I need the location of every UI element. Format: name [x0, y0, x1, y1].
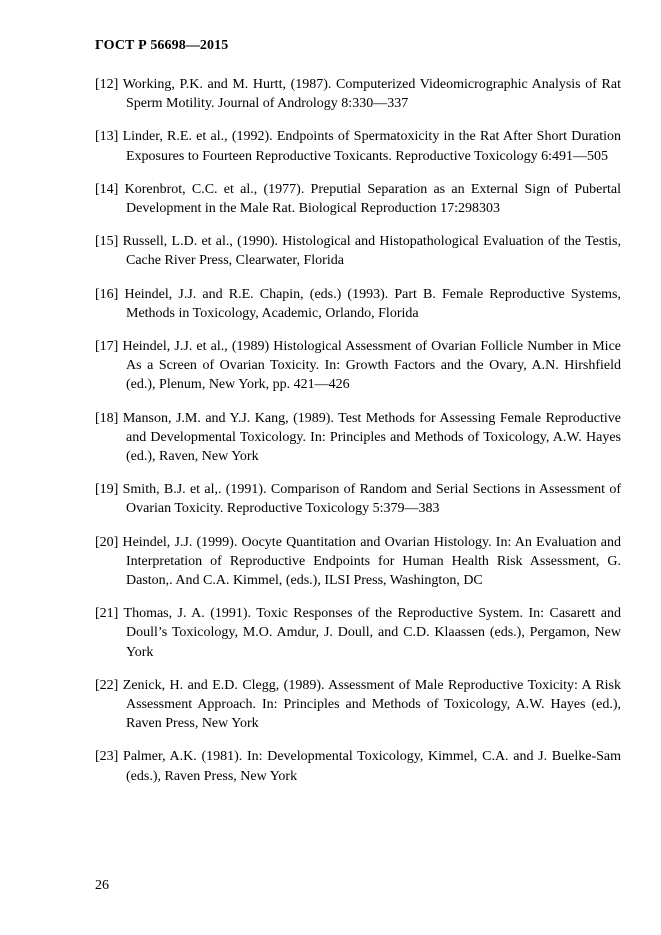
reference-number: [16] [95, 286, 119, 302]
reference-text: Thomas, J. A. (1991). Toxic Responses of the Reproductive System. In: Casarett and Doull’s Toxicology, M.O. Amdur, J. Doull, and C.D. Klaassen (eds.), Pergamon, New York [123, 606, 621, 660]
reference-item [95, 747, 621, 785]
reference-text: Working, P.K. and M. Hurtt, (1987). Computerized Videomicrographic Analysis of Rat Sperm Motility. Journal of Andrology 8:330—337 [122, 77, 621, 112]
reference-number: [21] [95, 606, 119, 622]
reference-list [95, 75, 621, 800]
reference-number: [19] [95, 482, 119, 498]
reference-text: Korenbrot, C.C. et al., (1977). Preputial Separation as an External Sign of Pubertal Development in the Male Rat. Biological Reproduction 17:298303 [124, 181, 621, 217]
reference-number: [13] [95, 129, 119, 145]
reference-text: Heindel, J.J. (1999). Oocyte Quantitation and Ovarian Histology. In: An Evaluation and Interpretation of Reproductive Endpoints for Human Health Risk Assessment, G. Daston,. And C.A. Kimmel, (eds.), ILSI Press, Washington, DC [122, 534, 622, 589]
reference-item [95, 127, 621, 165]
document-header: ГОСТ Р 56698—2015 [95, 38, 229, 53]
reference-item [95, 285, 621, 323]
reference-number: [20] [95, 534, 119, 550]
reference-number: [15] [95, 234, 119, 250]
reference-text: Russell, L.D. et al., (1990). Histological and Histopathological Evaluation of the Testis, Cache River Press, Clearwater, Florida [122, 234, 622, 269]
reference-item [95, 676, 621, 734]
reference-item [95, 337, 621, 395]
reference-text: Smith, B.J. et al,. (1991). Comparison of Random and Serial Sections in Assessment of Ovarian Toxicity. Reproductive Toxicology 5:379—383 [122, 482, 621, 517]
reference-item [95, 75, 621, 113]
reference-item [95, 180, 621, 218]
reference-item [95, 480, 621, 518]
reference-text: Manson, J.M. and Y.J. Kang, (1989). Test Methods for Assessing Female Reproductive and Developmental Toxicology. In: Principles and Methods of Toxicology, A.W. Hayes (ed.), Raven, New York [122, 410, 621, 465]
reference-item [95, 533, 621, 591]
reference-text: Palmer, A.K. (1981). In: Developmental Toxicology, Kimmel, C.A. and J. Buelke-Sam (eds.), Raven Press, New York [123, 749, 621, 784]
reference-number: [14] [95, 181, 119, 197]
reference-number: [17] [95, 339, 119, 355]
reference-number: [12] [95, 77, 119, 92]
reference-text: Zenick, H. and E.D. Clegg, (1989). Assessment of Male Reproductive Toxicity: A Risk Assessment Approach. In: Principles and Methods of Toxicology, A.W. Hayes (ed.), Raven Press, New York [122, 677, 621, 732]
reference-text: Heindel, J.J. et al., (1989) Histological Assessment of Ovarian Follicle Number in Mice As a Screen of Ovarian Toxicity. In: Growth Factors and the Ovary, A.N. Hirshfield (ed.), Plenum, New York, pp. 421—426 [122, 339, 621, 393]
reference-text: Linder, R.E. et al., (1992). Endpoints of Spermatoxicity in the Rat After Short Duration Exposures to Fourteen Reproductive Toxicants. Reproductive Toxicology 6:491—505 [122, 129, 621, 164]
reference-number: [23] [95, 749, 119, 765]
reference-number: [18] [95, 410, 119, 426]
page-number: 26 [95, 878, 109, 893]
reference-number: [22] [95, 677, 119, 693]
reference-item [95, 604, 621, 662]
reference-item [95, 409, 621, 467]
reference-item [95, 232, 621, 270]
reference-text: Heindel, J.J. and R.E. Chapin, (eds.) (1993). Part B. Female Reproductive Systems, Methods in Toxicology, Academic, Orlando, Florida [124, 286, 622, 321]
